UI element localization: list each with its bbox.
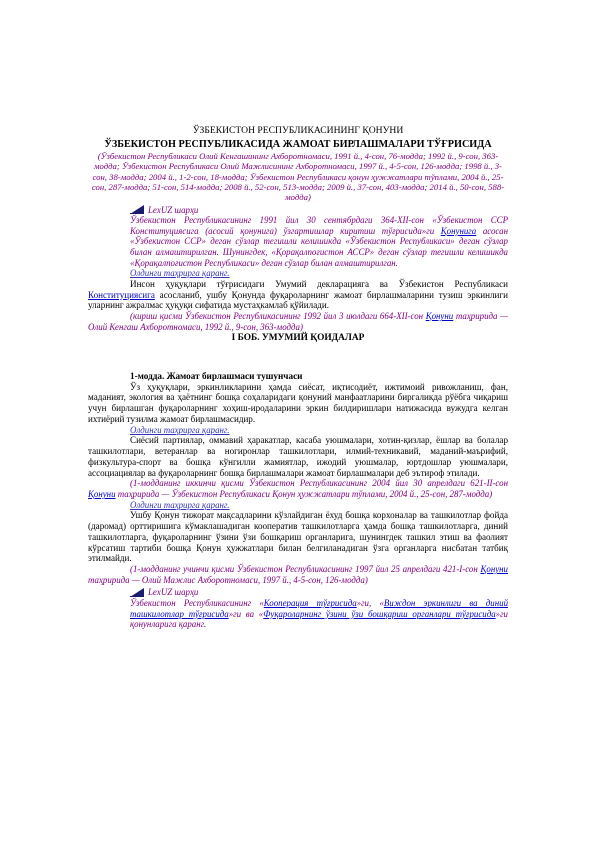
religion-law-link[interactable]: Виждон эркинлиги ва диний ташкилотлар тўғрисида [130, 598, 509, 619]
article-title: 1-модда. Жамоат бирлашмаси тушунчаси [130, 370, 303, 381]
preamble-amendment-note: (кириш қисми Ўзбекистон Республикасининг 1992 йил 3 июлдаги 664-XII-сон Қонуни таҳририда — Олий Кенгаш Ахборотномаси, 1992 й., 9-сон, 363-модда) [88, 311, 508, 332]
publication-info: (Ўзбекистон Республикаси Олий Кенгашининг Ахборотномаси, 1991 й., 4-сон, 76-модда; 1992 й., 9-сон, 363-модда; Ўзбекистон Республикаси Олий Мажлисининг Ахборотномаси, 1997 й., 4-5-сон, 126-модда; 1998 й., 3-сон, 38-модда; 2004 й., 1-2-сон, 18-модда; Ўзбекистон Республикаси қонун ҳужжатлари тўплами, 2004 й., 25-сон, 287-модда; 51-сон, 514-модда; 2008 й., 52-сон, 513-модда; 2009 й., 37-сон, 403-модда; 2014 й., 50-сон, 588-модда) [91, 151, 505, 203]
law-link[interactable]: Қонуни [88, 489, 116, 500]
flag-icon [130, 205, 144, 214]
law-kind: ЎЗБЕКИСТОН РЕСПУБЛИКАСИНИНГ ҚОНУНИ [192, 125, 404, 136]
article-paragraph-2: Сиёсий партиялар, оммавий ҳаракатлар, касаба уюшмалари, хотин-қизлар, ёшлар ва болалар ташкилотлари, ветеранлар ва ногиронлар ташкилотлари, илмий-техникавий, маданий-маърифий, физкультура-спорт ва бошқа кўнгилли жамиятлар, ижодий уюшмалар, юртдошлар уюшмалари, ассоциациялар ва фуқароларнинг бошқа бирлашмалари жамоат бирлашмалари деб эътироф этилади. [88, 435, 508, 478]
law-title: ЎЗБЕКИСТОН РЕСПУБЛИКАСИДА ЖАМОАТ БИРЛАШМАЛАРИ ТЎҒРИСИДА [104, 138, 492, 150]
document-page [88, 126, 508, 630]
constitution-link[interactable]: Конституциясига [88, 289, 155, 300]
article-paragraph-1: Ўз ҳуқуқлари, эркинликларини ҳамда сиёсат, иқтисодиёт, ижтимоий ривожланиш, фан, маданият, экология ва ҳаётнинг бошқа соҳаларидаги қонуний манфаатларини биргаликда рўёбга чиқариш учун бирлашган фуқароларнинг хоҳиш-иродаларини эркин билдиришлари натижасида вужудга келган ихтиёрий тузилма жамоат бирлашмасидир. [88, 381, 508, 424]
lexuz-note-title: LexUZ шарҳи [148, 587, 199, 598]
previous-edition-link[interactable]: Олдинги таҳрирга қаранг. [130, 424, 230, 435]
lexuz-note-2: Ўзбекистон Республикасининг «Кооперация тўғрисида»ги, «Виждон эркинлиги ва диний ташкилотлар тўғрисида»ги ва «Фуқароларнинг ўзини ўзи бошқариш органлари тўғрисида»ги қонунларига қаранг. [130, 598, 509, 630]
lexuz-note-1: Ўзбекистон Республикасининг 1991 йил 30 сентябрдаги 364-XII-сон «Ўзбекистон ССР Конституциясига (асосий қонунига) ўзгартишлар киритиш тўғрисида»ги Қонунига асосан «Ўзбекистон ССР» деган сўзлар тегишли келишикда «Ўзбекистон Республикаси» деган сўзлар билан алмаштирилган. Шунингдек, «Қорақалпоғистон АССР» деган сўзлар тегишли келишикда «Қорақалпоғистон Республикаси» деган сўзлар билан алмаштирилган. [130, 215, 508, 268]
chapter-title: I БОБ. УМУМИЙ ҚОИДАЛАР [231, 333, 365, 344]
law-link[interactable]: Қонуни [425, 311, 454, 322]
paragraph-2-amendment-note: (1-модданинг иккинчи қисми Ўзбекистон Республикасининг 2004 йил 30 апрелдаги 621-II-сон Қонуни таҳририда — Ўзбекистон Республикаси Қонун ҳужжатлари тўплами, 2004 й., 25-сон, 287-модда) [88, 478, 508, 500]
lexuz-note-title: LexUZ шарҳи [148, 204, 199, 215]
flag-icon [130, 588, 144, 597]
law-link[interactable]: Қонуни [480, 564, 508, 575]
article-paragraph-3: Ушбу Қонун тижорат мақсадларини кўзлайдиган ёхуд бошқа корхоналар ва ташкилотлар фойда (даромад) орттиришига кўмаклашадиган кооператив ташкилотларга ҳамда бошқа ташкилотларга, диний ташкилотларга, фуқароларнинг ўзини ўзи бошқариш органларига, шунингдек ташкил этиш ва фаолият кўрсатиш тартиби бошқа Қонун ҳужжатлари билан белгиланадиган ўзга органларга нисбатан татбиқ этилмайди. [88, 510, 508, 564]
previous-edition-link[interactable]: Олдинги таҳрирга қаранг. [130, 499, 230, 510]
paragraph-3-amendment-note: (1-модданинг учинчи қисми Ўзбекистон Республикасининг 1997 йил 25 апрелдаги 421-I-сон Қонуни таҳририда — Олий Мажлис Ахборотномаси, 1997 й., 4-5-сон, 126-модда) [88, 564, 508, 585]
lexuz-note-header-2 [130, 587, 508, 598]
law-link[interactable]: Қонунига [440, 225, 477, 236]
cooperation-law-link[interactable]: Кооперация тўғрисида [263, 598, 357, 609]
self-government-law-link[interactable]: Фуқароларнинг ўзини ўзи бошқариш органлари тўғрисида [263, 608, 496, 619]
preamble-paragraph: Инсон ҳуқуқлари тўғрисидаги Умумий декларацияга ва Ўзбекистон Республикаси Конституциясига асосланиб, ушбу Қонунда фуқароларнинг жамоат бирлашмаларини тузиш эркинлиги уларнинг ажралмас ҳуқуқи сифатида мустаҳкамлаб қўйилади. [88, 278, 508, 311]
previous-edition-link[interactable]: Олдинги таҳрирга қаранг. [130, 268, 230, 279]
lexuz-note-header-1 [130, 205, 508, 216]
